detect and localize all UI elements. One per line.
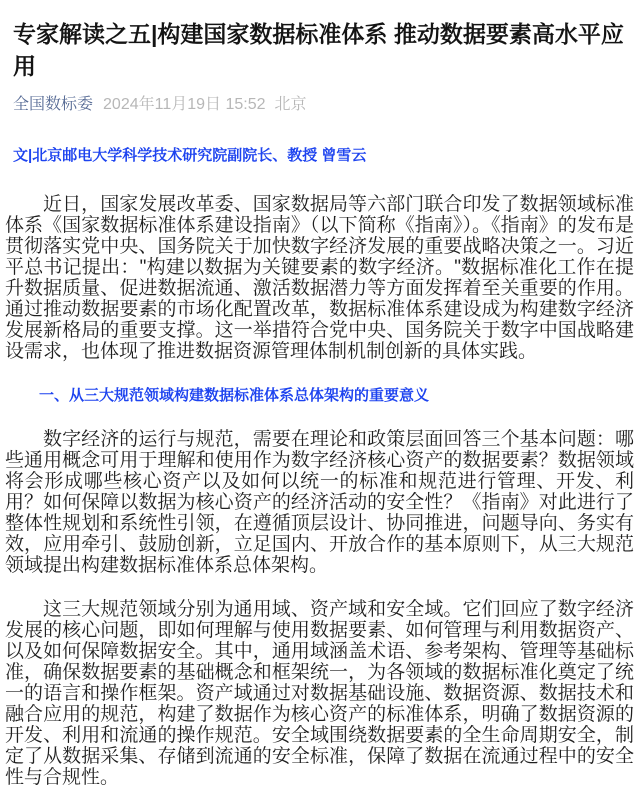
- article-title: 专家解读之五|构建国家数据标准体系 推动数据要素高水平应用: [13, 21, 624, 79]
- article-header: [0, 18, 639, 166]
- publish-datetime: 2024年11月19日 15:52: [103, 96, 266, 113]
- article-body: [0, 194, 639, 788]
- meta-row: [13, 95, 626, 115]
- author-byline: 文|北京邮电大学科学技术研究院副院长、教授 曾雪云: [13, 147, 367, 164]
- paragraph-three-domains: 这三大规范领域分别为通用域、资产域和安全域。它们回应了数字经济发展的核心问题，即如何理解与使用数据要素、如何管理与利用数据资产、以及如何保障数据安全。其中，通用域涵盖术语、参考架构、管理等基础标准，确保数据要素的基础概念和框架统一，为各领域的数据标准化奠定了统一的语言和操作框架。资产域通过对数据基础设施、数据资源、数据技术和融合应用的规范，构建了数据作为核心资产的标准体系，明确了数据资源的开发、利用和流通的操作规范。安全域围绕数据要素的全生命周期安全，制定了从数据采集、存储到流通的安全标准，保障了数据在流通过程中的安全性与合规性。: [5, 599, 634, 788]
- paragraph-intro: 近日，国家发展改革委、国家数据局等六部门联合印发了数据领域标准体系《国家数据标准体系建设指南》（以下简称《指南》）。《指南》的发布是贯彻落实党中央、国务院关于加快数字经济发展的重要战略决策之一。习近平总书记提出："构建以数据为关键要素的数字经济。"数据标准化工作在提升数据质量、促进数据流通、激活数据潜力等方面发挥着至关重要的作用。通过推动数据要素的市场化配置改革，数据标准体系建设成为构建数字经济发展新格局的重要支撑。这一举措符合党中央、国务院关于数字中国战略建设需求，也体现了推进数据资源管理体制机制创新的具体实践。: [5, 194, 634, 362]
- publish-location: 北京: [274, 96, 307, 113]
- paragraph-three-questions: 数字经济的运行与规范，需要在理论和政策层面回答三个基本问题：哪些通用概念可用于理解和使用作为数字经济核心资产的数据要素？数据领域将会形成哪些核心资产以及如何以统一的标准和规范进行管理、开发、利用？如何保障以数据为核心资产的经济活动的安全性？《指南》对此进行了整体性规划和系统性引领，在遵循顶层设计、协同推进，问题导向、务实有效，应用牵引、鼓励创新，立足国内、开放合作的基本原则下，从三大规范领域提出构建数据标准体系总体架构。: [5, 429, 634, 576]
- section-heading: 一、从三大规范领域构建数据标准体系总体架构的重要意义: [39, 387, 430, 404]
- account-name-link[interactable]: 全国数标委: [13, 96, 94, 113]
